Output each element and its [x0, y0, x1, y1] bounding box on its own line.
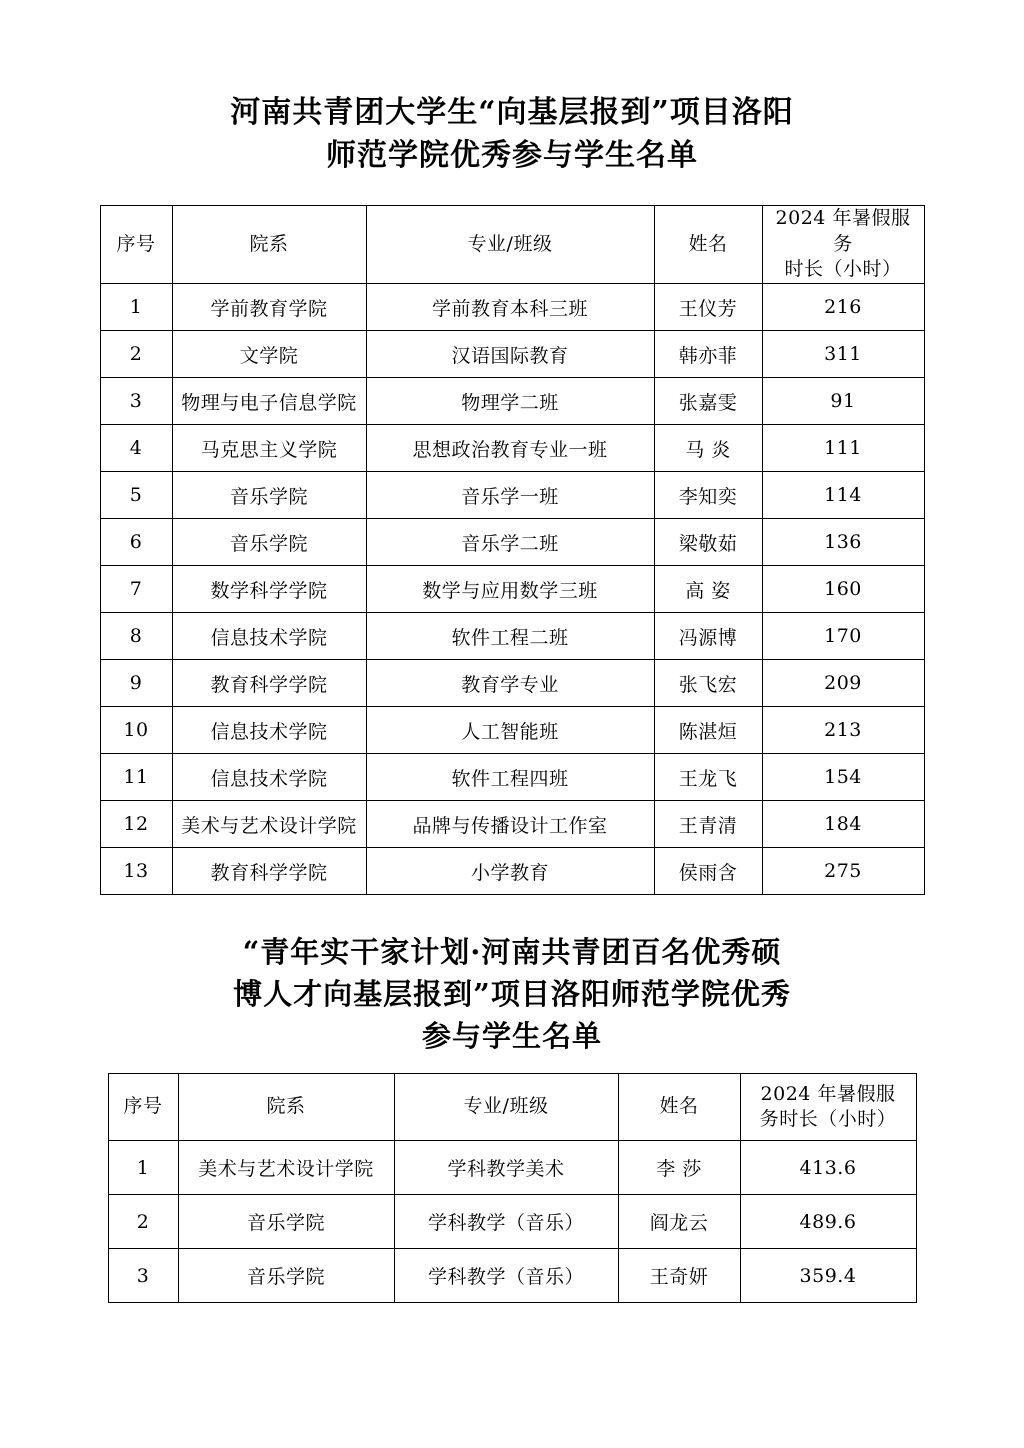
cell-index: 12: [100, 801, 172, 848]
cell-index: 2: [108, 1195, 178, 1249]
cell-name: 马 炎: [654, 425, 762, 472]
cell-name: 阎龙云: [618, 1195, 740, 1249]
cell-name: 王奇妍: [618, 1249, 740, 1303]
cell-name: 王青清: [654, 801, 762, 848]
cell-department: 教育科学学院: [172, 848, 366, 895]
table-row: [100, 425, 924, 472]
col-header-service-hours-line-1: 2024 年暑假服务: [775, 207, 911, 255]
cell-major-class: 汉语国际教育: [366, 331, 654, 378]
cell-service-hours: 154: [762, 754, 924, 801]
cell-name: 高 姿: [654, 566, 762, 613]
cell-major-class: 音乐学一班: [366, 472, 654, 519]
table-row: [100, 613, 924, 660]
cell-index: 1: [108, 1141, 178, 1195]
col-header-service-hours-line-2: 务时长（小时）: [759, 1108, 897, 1131]
page-title-2-line-3: 参与学生名单: [421, 1019, 602, 1054]
cell-service-hours: 184: [762, 801, 924, 848]
cell-service-hours: 160: [762, 566, 924, 613]
cell-major-class: 音乐学二班: [366, 519, 654, 566]
cell-service-hours: 111: [762, 425, 924, 472]
table-row: [108, 1141, 916, 1195]
table-row: [100, 848, 924, 895]
cell-department: 文学院: [172, 331, 366, 378]
cell-major-class: 思想政治教育专业一班: [366, 425, 654, 472]
table-header-row: [100, 206, 924, 284]
page-title-section-1: [0, 0, 1024, 177]
cell-name: 梁敬茹: [654, 519, 762, 566]
col-header-major-class: 专业/班级: [394, 1074, 618, 1141]
cell-department: 音乐学院: [178, 1249, 394, 1303]
col-header-service-hours: [762, 206, 924, 284]
col-header-major-class: 专业/班级: [366, 206, 654, 284]
cell-department: 马克思主义学院: [172, 425, 366, 472]
cell-service-hours: 216: [762, 284, 924, 331]
cell-major-class: 学科教学（音乐）: [394, 1249, 618, 1303]
table-1-body: [100, 284, 924, 895]
cell-major-class: 软件工程四班: [366, 754, 654, 801]
cell-department: 信息技术学院: [172, 613, 366, 660]
table-wrapper-1: [0, 177, 1024, 895]
cell-name: 侯雨含: [654, 848, 762, 895]
students-table-1: [100, 205, 925, 895]
cell-service-hours: 170: [762, 613, 924, 660]
cell-name: 冯源博: [654, 613, 762, 660]
cell-department: 信息技术学院: [172, 754, 366, 801]
cell-department: 美术与艺术设计学院: [172, 801, 366, 848]
cell-index: 5: [100, 472, 172, 519]
table-row: [100, 472, 924, 519]
cell-index: 6: [100, 519, 172, 566]
cell-name: 张飞宏: [654, 660, 762, 707]
cell-service-hours: 413.6: [740, 1141, 916, 1195]
cell-major-class: 数学与应用数学三班: [366, 566, 654, 613]
cell-major-class: 人工智能班: [366, 707, 654, 754]
cell-service-hours: 275: [762, 848, 924, 895]
table-row: [100, 707, 924, 754]
table-row: [100, 660, 924, 707]
cell-department: 音乐学院: [172, 519, 366, 566]
col-header-name: 姓名: [654, 206, 762, 284]
page-title-section-2: [0, 905, 1024, 1057]
col-header-index: 序号: [108, 1074, 178, 1141]
cell-major-class: 教育学专业: [366, 660, 654, 707]
cell-major-class: 学科教学美术: [394, 1141, 618, 1195]
cell-index: 8: [100, 613, 172, 660]
table-row: [100, 284, 924, 331]
table-row: [108, 1195, 916, 1249]
cell-index: 2: [100, 331, 172, 378]
table-header-row: [108, 1074, 916, 1141]
table-1-header: [100, 206, 924, 284]
cell-department: 音乐学院: [172, 472, 366, 519]
students-table-2: [108, 1073, 917, 1303]
table-row: [100, 378, 924, 425]
cell-index: 9: [100, 660, 172, 707]
cell-name: 李 莎: [618, 1141, 740, 1195]
table-row: [100, 801, 924, 848]
cell-department: 教育科学学院: [172, 660, 366, 707]
cell-major-class: 软件工程二班: [366, 613, 654, 660]
cell-service-hours: 91: [762, 378, 924, 425]
table-row: [100, 331, 924, 378]
cell-department: 物理与电子信息学院: [172, 378, 366, 425]
col-header-index: 序号: [100, 206, 172, 284]
cell-index: 7: [100, 566, 172, 613]
cell-index: 13: [100, 848, 172, 895]
cell-service-hours: 213: [762, 707, 924, 754]
cell-department: 信息技术学院: [172, 707, 366, 754]
page-title-2-line-1: “青年实干家计划·河南共青团百名优秀硕: [242, 935, 782, 970]
cell-major-class: 学前教育本科三班: [366, 284, 654, 331]
cell-name: 王龙飞: [654, 754, 762, 801]
cell-major-class: 物理学二班: [366, 378, 654, 425]
cell-major-class: 小学教育: [366, 848, 654, 895]
cell-service-hours: 114: [762, 472, 924, 519]
table-wrapper-2: [0, 1057, 1024, 1303]
cell-index: 4: [100, 425, 172, 472]
col-header-service-hours: [740, 1074, 916, 1141]
cell-name: 张嘉雯: [654, 378, 762, 425]
table-2-header: [108, 1074, 916, 1141]
cell-department: 数学科学学院: [172, 566, 366, 613]
cell-service-hours: 209: [762, 660, 924, 707]
cell-index: 10: [100, 707, 172, 754]
page-title-2-line-2: 博人才向基层报到”项目洛阳师范学院优秀: [233, 977, 791, 1012]
col-header-service-hours-line-2: 时长（小时）: [784, 258, 902, 281]
page-title-line-1: 河南共青团大学生“向基层报到”项目洛阳: [230, 95, 794, 130]
cell-index: 1: [100, 284, 172, 331]
table-2-body: [108, 1141, 916, 1303]
cell-department: 学前教育学院: [172, 284, 366, 331]
cell-service-hours: 136: [762, 519, 924, 566]
table-row: [100, 754, 924, 801]
cell-name: 李知奕: [654, 472, 762, 519]
col-header-department: 院系: [178, 1074, 394, 1141]
cell-department: 美术与艺术设计学院: [178, 1141, 394, 1195]
cell-department: 音乐学院: [178, 1195, 394, 1249]
cell-service-hours: 489.6: [740, 1195, 916, 1249]
cell-index: 11: [100, 754, 172, 801]
col-header-department: 院系: [172, 206, 366, 284]
cell-index: 3: [100, 378, 172, 425]
cell-index: 3: [108, 1249, 178, 1303]
table-row: [108, 1249, 916, 1303]
cell-service-hours: 359.4: [740, 1249, 916, 1303]
col-header-name: 姓名: [618, 1074, 740, 1141]
cell-service-hours: 311: [762, 331, 924, 378]
cell-name: 王仪芳: [654, 284, 762, 331]
table-row: [100, 519, 924, 566]
cell-major-class: 品牌与传播设计工作室: [366, 801, 654, 848]
cell-name: 韩亦菲: [654, 331, 762, 378]
col-header-service-hours-line-1: 2024 年暑假服: [760, 1082, 896, 1105]
cell-name: 陈湛烜: [654, 707, 762, 754]
cell-major-class: 学科教学（音乐）: [394, 1195, 618, 1249]
table-row: [100, 566, 924, 613]
page-title-line-2: 师范学院优秀参与学生名单: [326, 137, 698, 173]
